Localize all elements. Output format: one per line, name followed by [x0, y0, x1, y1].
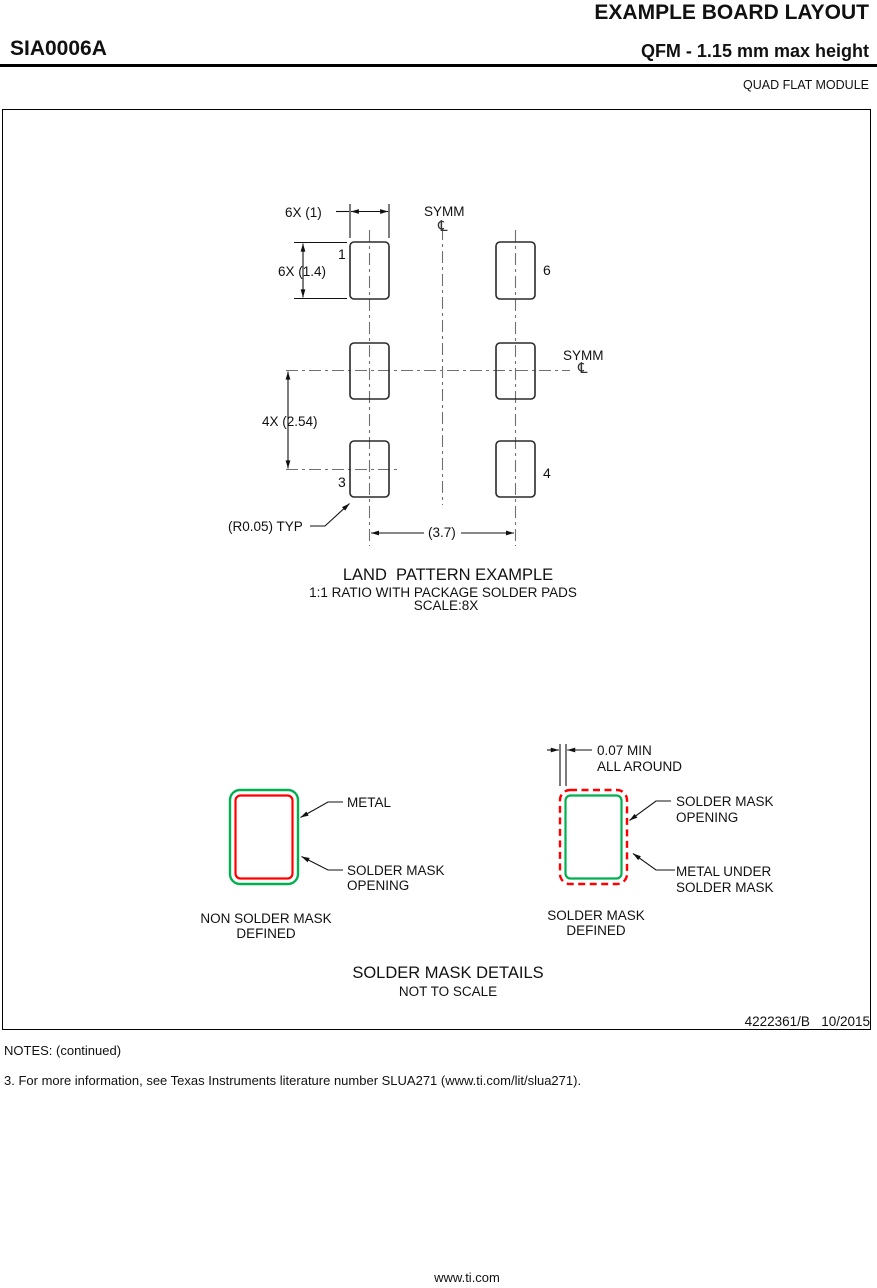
nsmd-opening-label-line1: SOLDER MASK — [347, 863, 445, 878]
dim-row-pitch-label: 4X (2.54) — [262, 414, 318, 429]
land-pattern-scale: SCALE:8X — [413, 598, 479, 613]
package-title: QFM - 1.15 mm max height — [640, 41, 869, 61]
page-title: EXAMPLE BOARD LAYOUT — [594, 1, 869, 24]
smd-metal-label-line1: METAL UNDER — [676, 864, 772, 879]
part-number: SIA0006A — [10, 37, 107, 60]
header-rule — [0, 64, 877, 67]
smd-min-dim-line1: 0.07 MIN — [597, 743, 652, 758]
package-type: QUAD FLAT MODULE — [743, 78, 869, 92]
smd-caption-line1: SOLDER MASK — [547, 908, 645, 923]
land-pattern-subtitle: 1:1 RATIO WITH PACKAGE SOLDER PADS — [309, 585, 577, 600]
dim-pad-width-label: 6X (1) — [285, 205, 322, 220]
dim-col-pitch-label: (3.7) — [428, 525, 456, 540]
nsmd-metal-label: METAL — [347, 795, 392, 810]
smd-min-dim-line2: ALL AROUND — [597, 759, 683, 774]
solder-mask-details-subtitle: NOT TO SCALE — [398, 984, 498, 999]
drawing-number: 4222361/B 10/2015 — [744, 1014, 870, 1029]
smd-opening-label-line2: OPENING — [676, 810, 739, 825]
nsmd-caption-line1: NON SOLDER MASK — [200, 911, 332, 926]
symm-top-label: SYMM — [424, 204, 465, 219]
land-pattern-title: LAND PATTERN EXAMPLE — [342, 566, 554, 584]
pin-3-label: 3 — [338, 474, 346, 490]
pin-1-label: 1 — [338, 246, 346, 262]
smd-caption-line2: DEFINED — [566, 923, 626, 938]
centerline-symbol-top: ℄ — [438, 218, 448, 235]
smd-metal-label-line2: SOLDER MASK — [676, 880, 774, 895]
footer-url: www.ti.com — [434, 1270, 500, 1285]
notes-heading: NOTES: (continued) — [4, 1043, 122, 1058]
dim-pad-height-label: 6X (1.4) — [278, 264, 327, 279]
pin-4-label: 4 — [543, 465, 551, 481]
symm-right-label: SYMM — [563, 348, 604, 363]
note-3: 3. For more information, see Texas Instruments literature number SLUA271 (www.ti.com/lit/slua271). — [4, 1073, 582, 1088]
nsmd-opening-label-line2: OPENING — [347, 878, 410, 893]
centerline-symbol-right: ℄ — [578, 360, 588, 377]
smd-opening-label-line1: SOLDER MASK — [676, 794, 774, 809]
dim-corner-radius-label: (R0.05) TYP — [228, 519, 303, 534]
nsmd-caption-line2: DEFINED — [236, 926, 296, 941]
solder-mask-details-title: SOLDER MASK DETAILS — [352, 964, 544, 982]
pin-6-label: 6 — [543, 262, 551, 278]
